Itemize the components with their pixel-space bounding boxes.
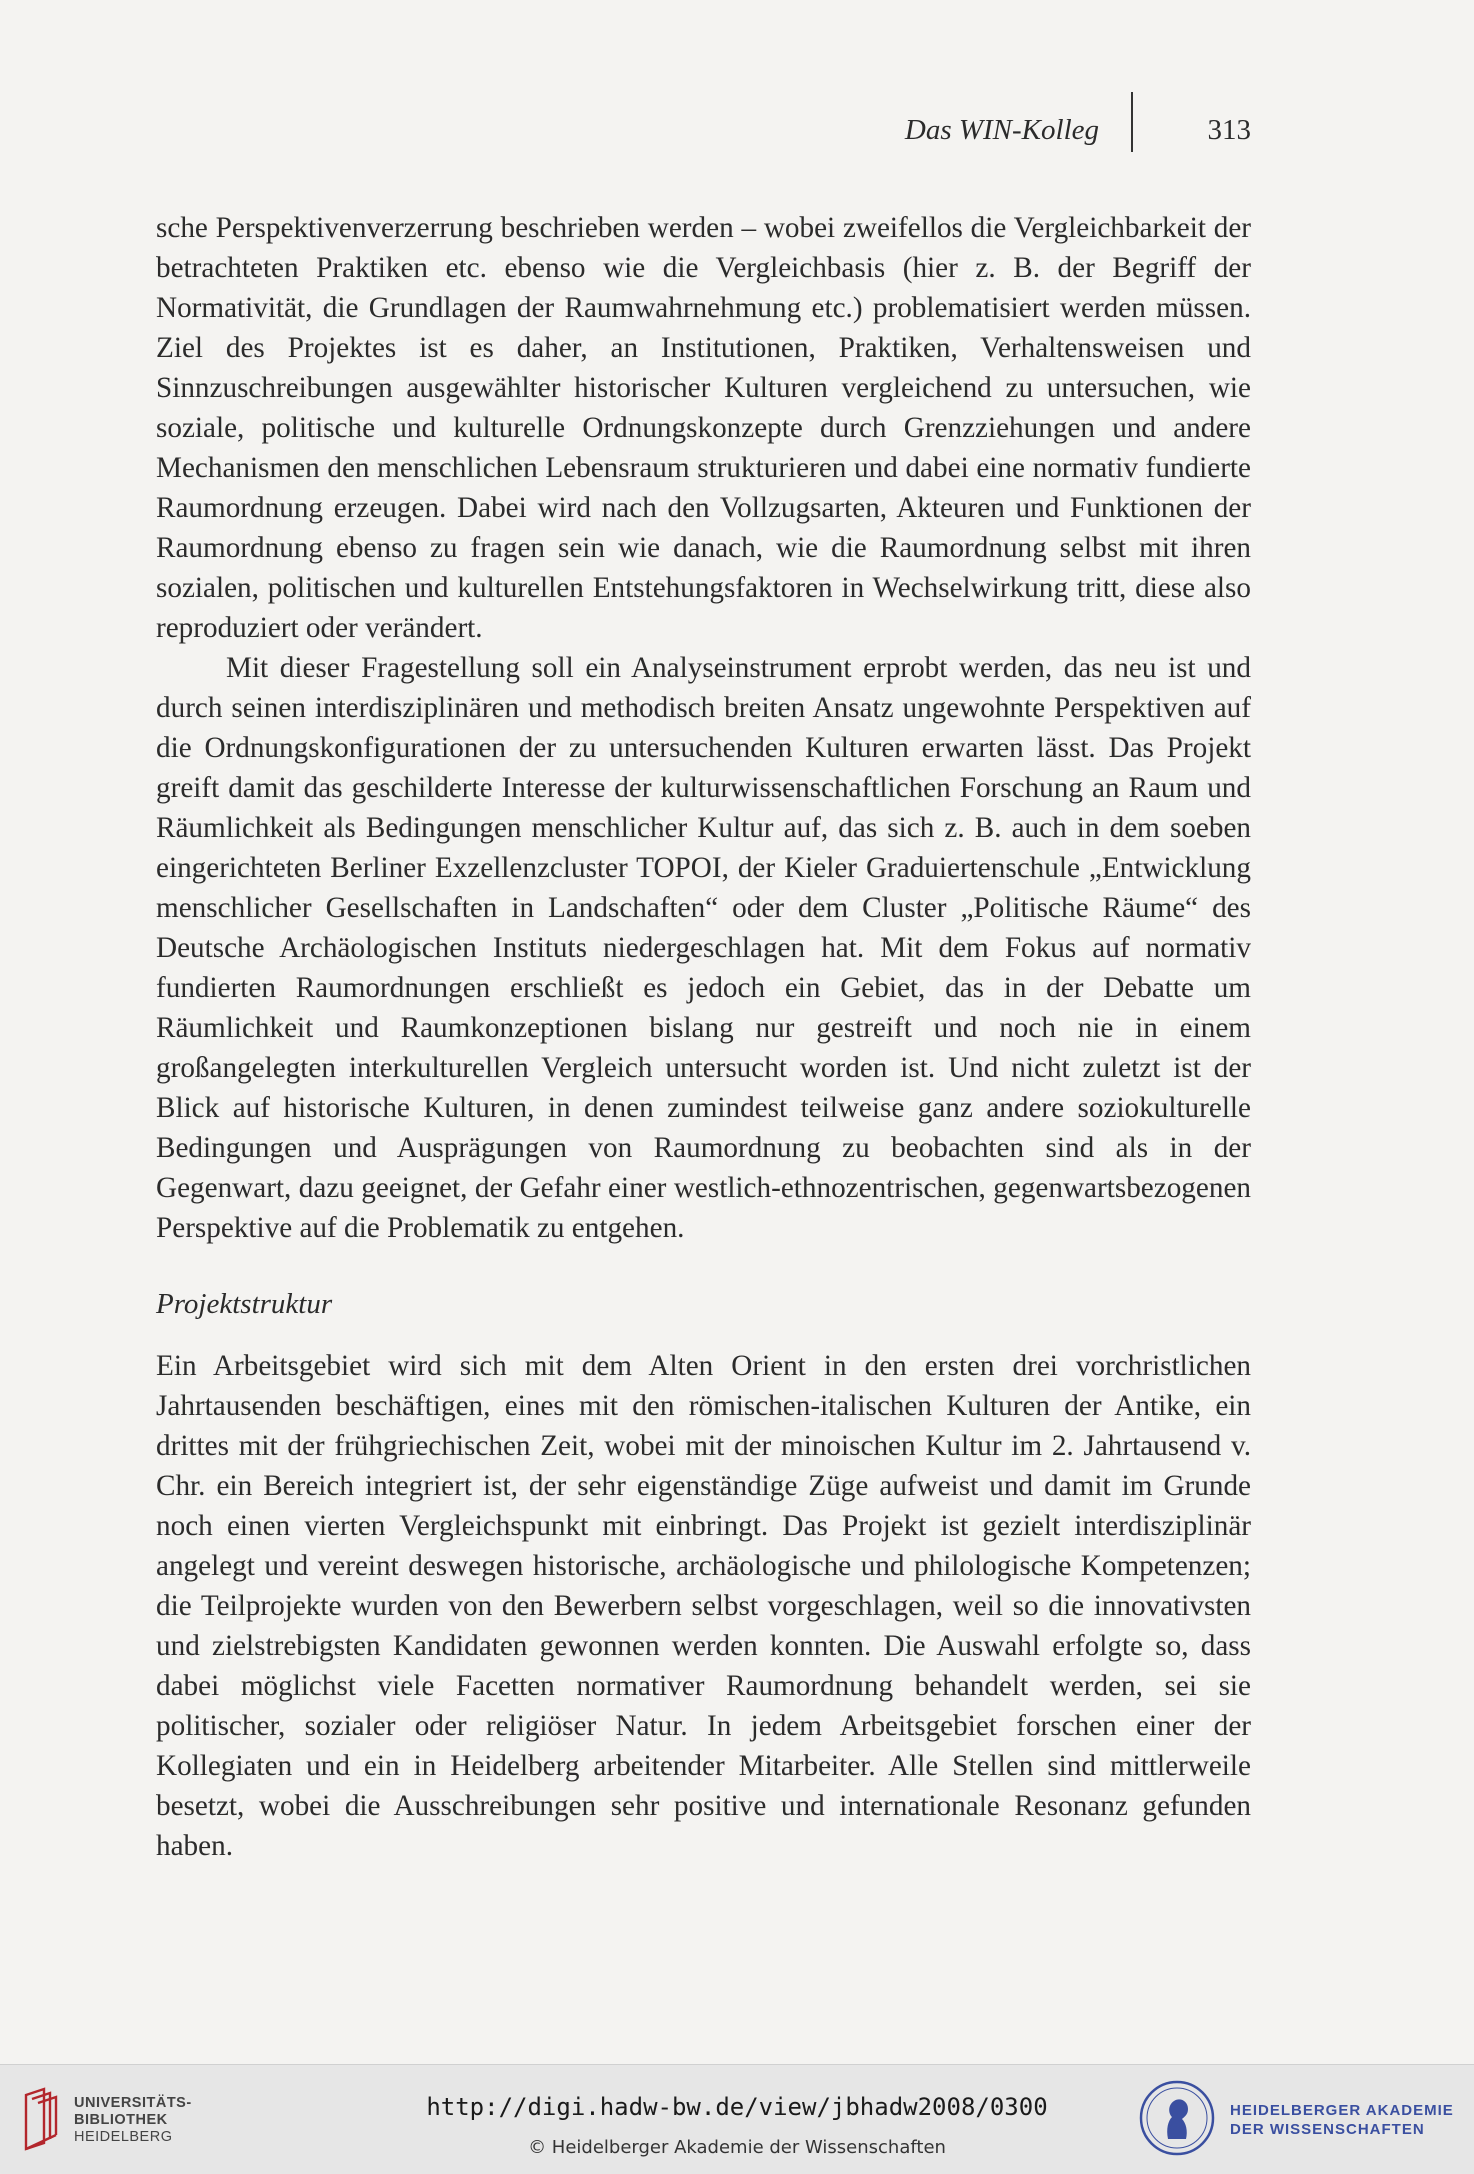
paragraph-3: Ein Arbeitsgebiet wird sich mit dem Alten Orient in den ersten drei vorchristlichen Jahrtausenden beschäftigen, eines mit den römischen-italischen Kulturen der Antike, ein drittes mit der frühgriechischen Zeit, wobei mit der minoischen Kultur im 2. Jahrtausend v. Chr. ein Bereich integriert ist, der sehr eigenständige Züge aufweist und damit im Grunde noch einen vierten Vergleichspunkt mit einbringt. Das Projekt ist gezielt interdisziplinär angelegt und vereint deswegen historische, archäologische und philologische Kompetenzen; die Teilprojekte wurden von den Bewerbern selbst vorgeschlagen, weil so die innovativsten und zielstrebigsten Kandidaten gewonnen werden konnten. Die Auswahl erfolgte so, dass dabei möglichst viele Facetten normativer Raumordnung behandelt werden, sei sie politischer, sozialer oder religiöser Natur. In jedem Arbeitsgebiet forschen einer der Kollegiaten und ein in Heidelberg arbeitender Mitarbeiter. Alle Stellen sind mittlerweile besetzt, wobei die Ausschreibungen sehr positive und internationale Resonanz gefunden haben. [156,1350,1251,1862]
section-heading: Projektstruktur [156,1288,333,1320]
academy-logo-line-2: DER WISSENSCHAFTEN [1230,2121,1425,2138]
academy-logo[interactable] [1138,2079,1458,2161]
library-logo-line-3: HEIDELBERG [74,2129,173,2145]
running-head-divider [1131,92,1133,152]
academy-seal-logo-icon [1138,2079,1216,2157]
paragraph-2: Mit dieser Fragestellung soll ein Analyseinstrument erprobt werden, das neu ist und durch seinen interdisziplinären und methodisch breiten Ansatz ungewohnte Perspektiven auf die Ordnungskonfigurationen der zu untersuchenden Kulturen erwarten lässt. Das Projekt greift damit das geschilderte Interesse der kulturwissenschaftlichen Forschung an Raum und Räumlichkeit als Bedingungen menschlicher Kultur auf, das sich z. B. auch in dem soeben eingerichteten Berliner Exzellenzcluster TOPOI, der Kieler Graduiertenschule „Entwicklung menschlicher Gesellschaften in Landschaften“ oder dem Cluster „Politische Räume“ des Deutsche Archäologischen Instituts niedergeschlagen hat. Mit dem Fokus auf normativ fundierten Raumordnungen erschließt es jedoch ein Gebiet, das in der Debatte um Räumlichkeit und Raumkonzeptionen bislang nur gestreift und noch nie in einem großangelegten interkulturellen Vergleich untersucht worden ist. Und nicht zuletzt ist der Blick auf historische Kulturen, in denen zumindest teilweise ganz andere soziokulturelle Bedingungen und Ausprägungen von Raumordnung zu beobachten sind als in der Gegenwart, dazu geeignet, der Gefahr einer westlich-ethnozentrischen, gegenwartsbezogenen Perspektive auf die Problematik zu entgehen. [156,652,1251,1244]
library-logo-line-2: BIBLIOTHEK [74,2112,168,2128]
permalink-url[interactable]: http://digi.hadw-bw.de/view/jbhadw2008/0300 [426,2093,1048,2121]
academy-logo-text [1230,2101,1454,2139]
running-head-title: Das WIN-Kolleg [904,114,1099,146]
library-logo-line-1: UNIVERSITÄTS- [74,2095,192,2111]
academy-logo-line-1: HEIDELBERGER AKADEMIE [1230,2102,1454,2119]
viewer-footer [0,2064,1474,2174]
copyright-notice: © Heidelberger Akademie der Wissenschaften [528,2137,946,2158]
paragraph-1: sche Perspektivenverzerrung beschrieben werden – wobei zweifellos die Vergleichbarkeit der betrachteten Praktiken etc. ebenso wie die Vergleichbasis (hier z. B. der Begriff der Normativität, die Grundlagen der Raumwahrnehmung etc.) problematisiert werden müssen. Ziel des Projektes ist es daher, an Institutionen, Praktiken, Verhaltensweisen und Sinnzuschreibungen ausgewählter historischer Kulturen vergleichend zu untersuchen, wie soziale, politische und kulturelle Ordnungskonzepte durch Grenzziehungen und andere Mechanismen den menschlichen Lebensraum strukturieren und dabei eine normativ fundierte Raumordnung erzeugen. Dabei wird nach den Vollzugsarten, Akteuren und Funktionen der Raumordnung ebenso zu fragen sein wie danach, wie die Raumordnung selbst mit ihren sozialen, politischen und kulturellen Entstehungsfaktoren in Wechselwirkung tritt, diese also reproduziert oder verändert. [156,212,1251,644]
body-text [156,208,1251,1866]
page-number: 313 [1207,114,1251,146]
running-head [156,108,1251,152]
